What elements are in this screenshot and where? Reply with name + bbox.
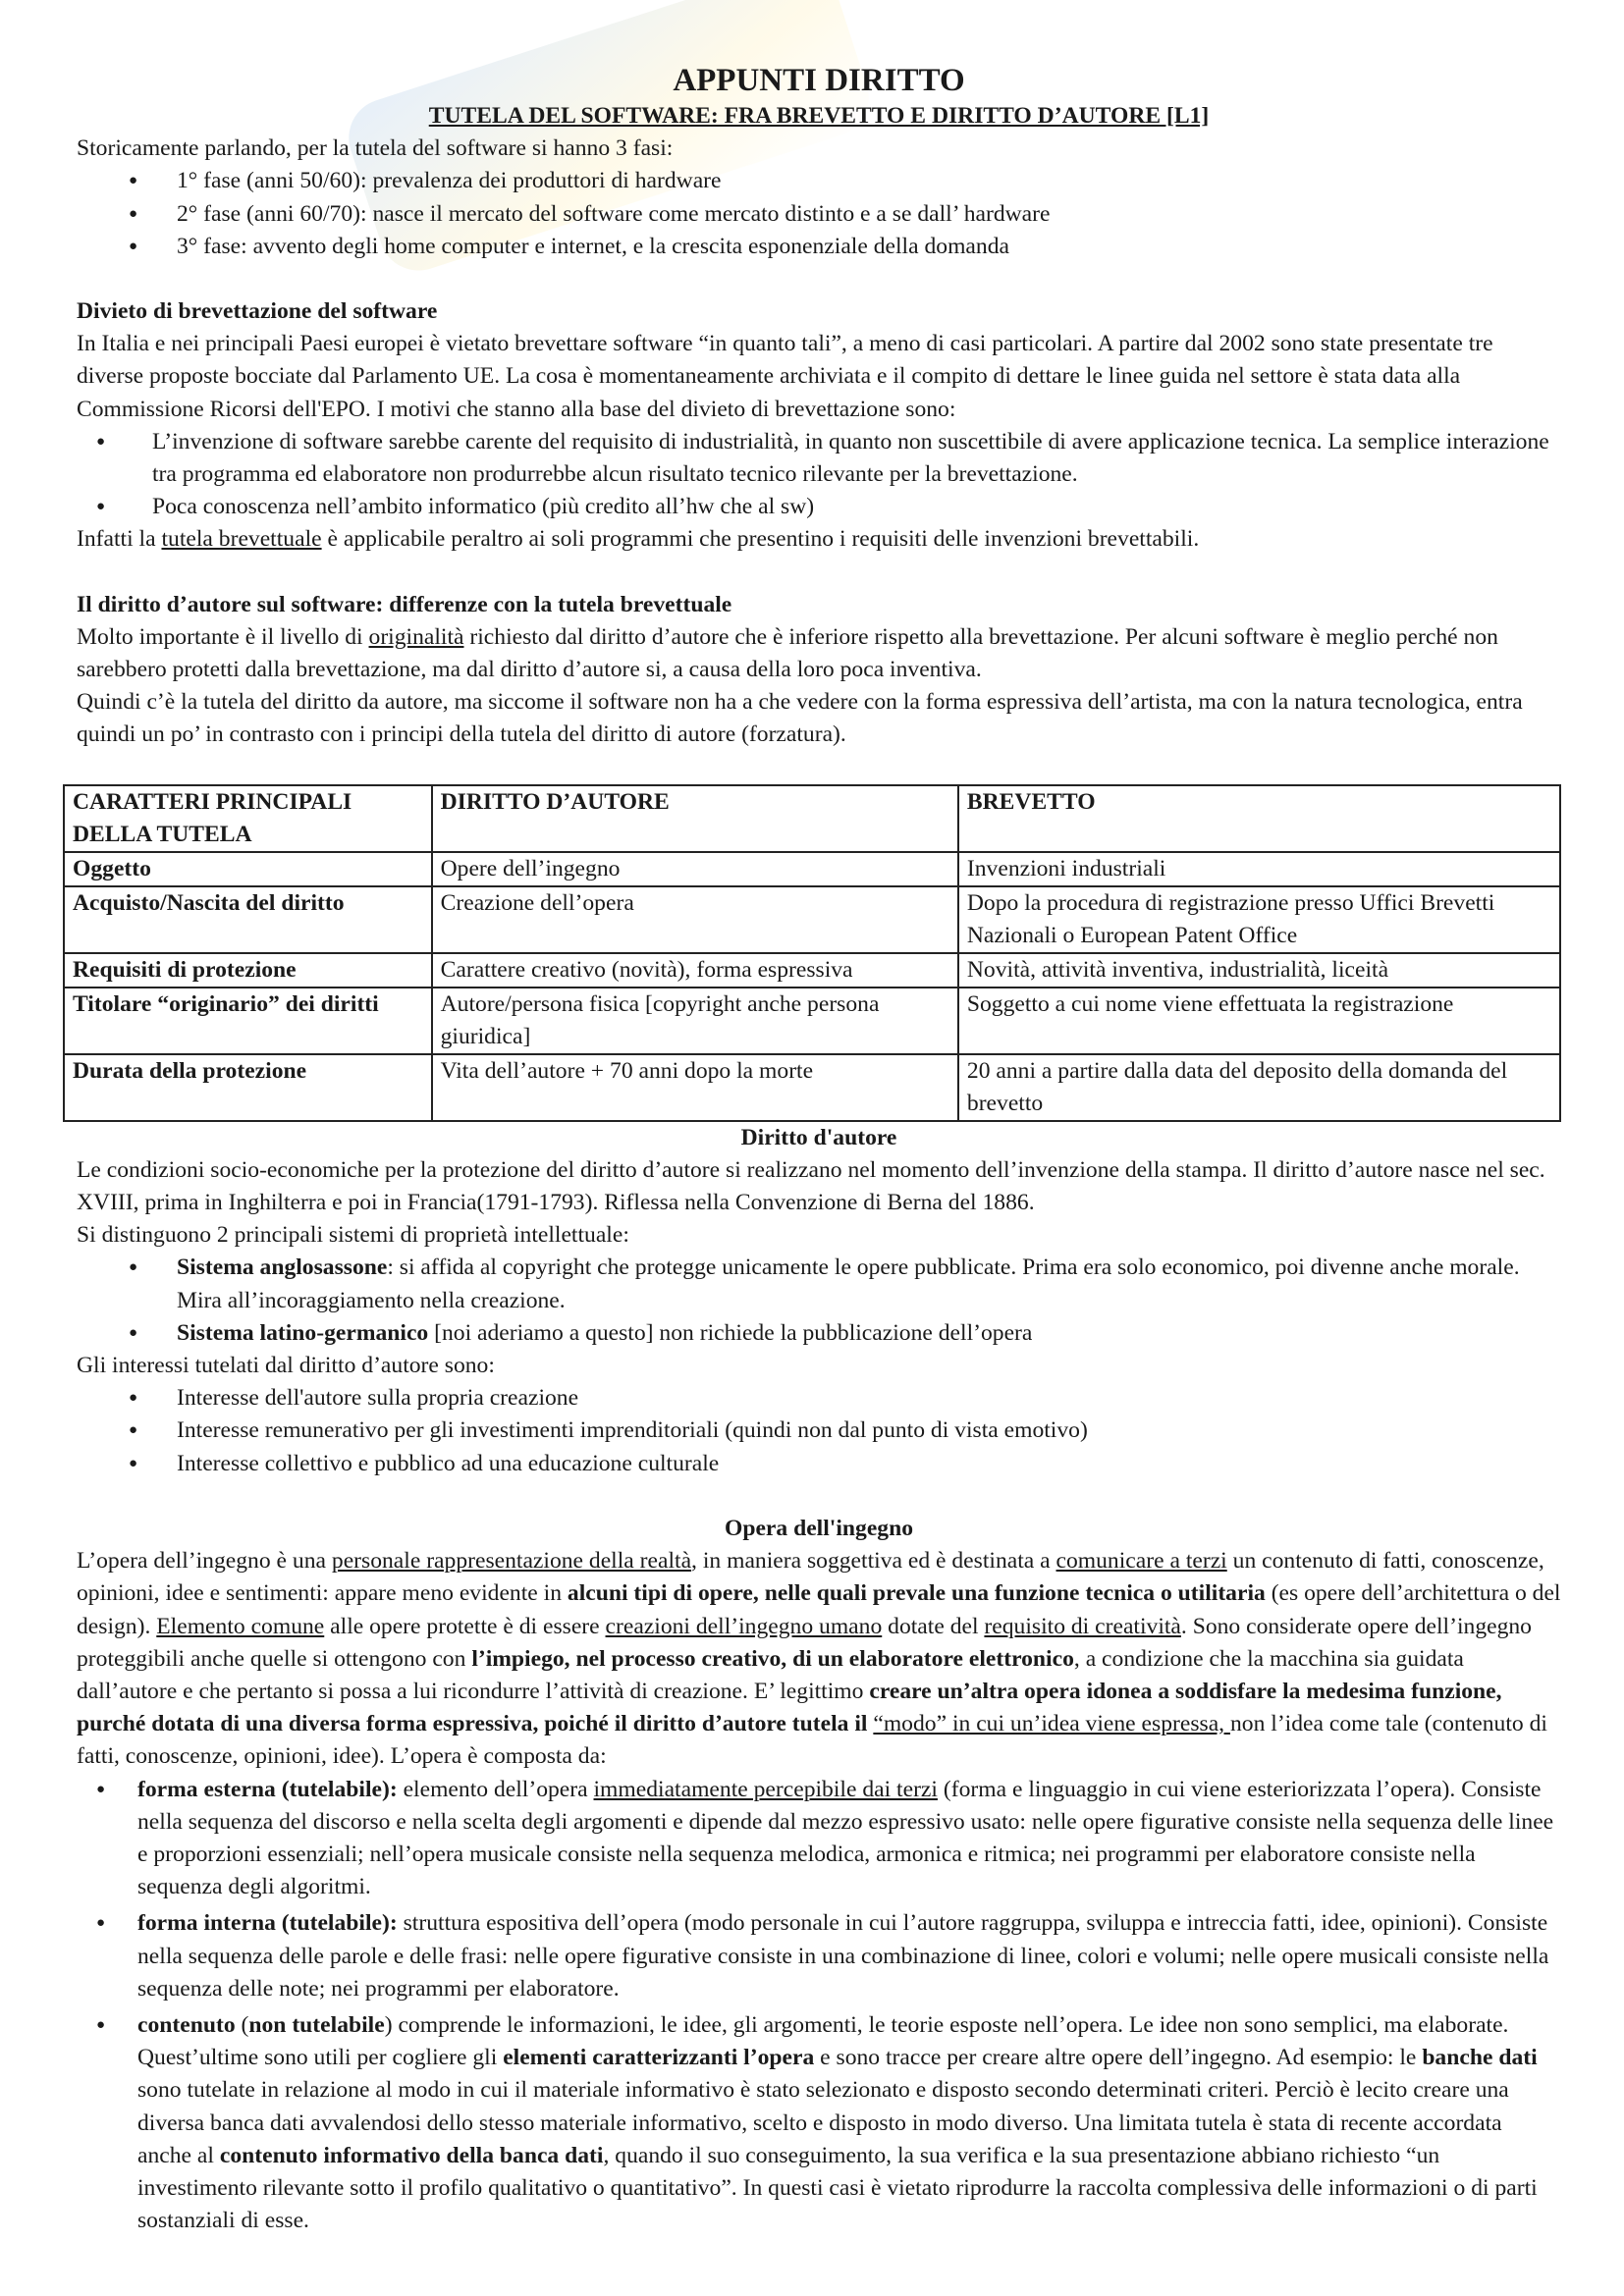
table-header-cell: CARATTERI PRINCIPALI DELLA TUTELA: [64, 785, 432, 852]
intro-text: Storicamente parlando, per la tutela del software si hanno 3 fasi:: [77, 135, 674, 162]
document-page: [73, 61, 1561, 2241]
table-cell: Oggetto: [64, 852, 432, 886]
diritto-autore-paragraph: Le condizioni socio-economiche per la protezione del diritto d’autore si realizzano nel momento dell’invenzione della stampa. Il diritto d’autore nasce nel sec. XVIII, prima in Inghilterra e poi in Francia(1791-1793). Riflessa nella Convenzione di Berna del 1886.: [77, 1156, 1545, 1216]
section-heading-divieto: Divieto di brevettazione del software: [77, 298, 438, 325]
list-item: ● Interesse dell'autore sulla propria creazione: [77, 1382, 1561, 1415]
reasons-list: [77, 426, 1561, 524]
table-cell: Vita dell’autore + 70 anni dopo la morte: [432, 1054, 958, 1121]
list-item: ● forma esterna (tutelabile): elemento dell’opera immediatamente percepibile dai terzi (forma e linguaggio in cui viene esteriorizzata l’opera). Consiste nella sequenza del discorso e nella scelta degli argomenti e dipende dal mezzo espressivo usato: nelle opere figurative consiste nella sequenza delle linee e proporzioni essenziali; nell’opera musicale consiste nella sequenza melodica, armonica e ritmica; nei programmi per elaboratore consiste nella sequenza degli algoritmi.: [77, 1774, 1561, 1904]
list-item: ● Interesse collettivo e pubblico ad una educazione culturale: [77, 1448, 1561, 1480]
table-cell: Titolare “originario” dei diritti: [64, 988, 432, 1054]
section-heading-opera: Opera dell'ingegno: [724, 1515, 914, 1541]
table-header-cell: BREVETTO: [958, 785, 1560, 852]
table-row: [64, 953, 1560, 988]
list-item: ● Sistema anglosassone: si affida al copyright che protegge unicamente le opere pubblicate. Prima era solo economico, poi divenne anche morale. Mira all’incoraggiamento nella creazione.: [77, 1252, 1561, 1316]
components-list: [77, 1774, 1561, 2238]
differenze-paragraph-2: Quindi c’è la tutela del diritto da autore, ma siccome il software non ha a che vedere con la forma espressiva dell’artista, ma con la natura tecnologica, entra quindi un po’ in contrasto con i principi della tutela del diritto di autore (forzatura).: [77, 689, 1523, 748]
list-item: ● L’invenzione di software sarebbe carente del requisito di industrialità, in quanto non suscettibile di avere applicazione tecnica. La semplice interazione tra programma ed elaboratore non produrrebbe alcun risultato tecnico rilevante per la brevettazione.: [77, 426, 1561, 491]
table-cell: 20 anni a partire dalla data del deposito della domanda del brevetto: [958, 1054, 1560, 1121]
table-row: [64, 886, 1560, 953]
table-header-row: [64, 785, 1560, 852]
list-item: ● 2° fase (anni 60/70): nasce il mercato del software come mercato distinto e a se dall’ hardware: [77, 198, 1561, 231]
table-cell: Requisiti di protezione: [64, 953, 432, 988]
list-item: ● 3° fase: avvento degli home computer e internet, e la crescita esponenziale della domanda: [77, 231, 1561, 263]
table-cell: Novità, attività inventiva, industrialità, liceità: [958, 953, 1560, 988]
interests-list: [77, 1382, 1561, 1480]
list-item: ● Interesse remunerativo per gli investimenti imprenditoriali (quindi non dal punto di vista emotivo): [77, 1415, 1561, 1447]
list-item: ● Sistema latino-germanico [noi aderiamo a questo] non richiede la pubblicazione dell’opera: [77, 1317, 1561, 1350]
table-cell: Soggetto a cui nome viene effettuata la registrazione: [958, 988, 1560, 1054]
table-cell: Opere dell’ingegno: [432, 852, 958, 886]
table-cell: Durata della protezione: [64, 1054, 432, 1121]
divieto-closing: Infatti la tutela brevettuale è applicabile peraltro ai soli programmi che presentino i requisiti delle invenzioni brevettabili.: [77, 526, 1200, 553]
table-cell: Dopo la procedura di registrazione presso Uffici Brevetti Nazionali o European Patent Office: [958, 886, 1560, 953]
table-cell: Invenzioni industriali: [958, 852, 1560, 886]
phases-list: [77, 165, 1561, 263]
list-item: ● 1° fase (anni 50/60): prevalenza dei produttori di hardware: [77, 165, 1561, 197]
section-heading-diritto-autore: Diritto d'autore: [740, 1124, 897, 1150]
differenze-paragraph-1: Molto importante è il livello di originalità richiesto dal diritto d’autore che è inferiore rispetto alla brevettazione. Per alcuni software è meglio perché non sarebbero protetti dalla brevettazione, ma dal diritto d’autore si, a causa della loro poca inventiva.: [77, 623, 1498, 683]
table-row: [64, 1054, 1560, 1121]
list-item: ● Poca conoscenza nell’ambito informatico (più credito all’hw che al sw): [77, 491, 1561, 523]
table-row: [64, 852, 1560, 886]
divieto-paragraph: In Italia e nei principali Paesi europei è vietato brevettare software “in quanto tali”, a meno di casi particolari. A partire dal 2002 sono state presentate tre diverse proposte bocciate dal Parlamento UE. La cosa è momentaneamente archiviata e il compito di dettare le linee guida nel settore è stata data alla Commissione Ricorsi dell'EPO. I motivi che stanno alla base del divieto di brevettazione sono:: [77, 331, 1493, 422]
table-cell: Carattere creativo (novità), forma espressiva: [432, 953, 958, 988]
table-cell: Acquisto/Nascita del diritto: [64, 886, 432, 953]
section-heading-differenze: Il diritto d’autore sul software: differenze con la tutela brevettuale: [77, 591, 732, 617]
systems-list: [77, 1252, 1561, 1350]
table-header-cell: DIRITTO D’AUTORE: [432, 785, 958, 852]
page-subtitle: TUTELA DEL SOFTWARE: FRA BREVETTO E DIRITTO D’AUTORE [L1]: [428, 103, 1210, 129]
comparison-table: [63, 784, 1561, 1122]
opera-paragraph: L’opera dell’ingegno è una personale rappresentazione della realtà, in maniera soggettiva ed è destinata a comunicare a terzi un contenuto di fatti, conoscenze, opinioni, idee e sentimenti: appare meno evidente in alcuni tipi di opere, nelle quali prevale una funzione tecnica o utilitaria (es opere dell’architettura o del design). Elemento comune alle opere protette è di essere creazioni dell’ingegno umano dotate del requisito di creatività. Sono considerate opere dell’ingegno proteggibili anche quelle si ottengono con l’impiego, nel processo creativo, di un elaboratore elettronico, a condizione che la macchina sia guidata dall’autore e che pertanto si possa a lui ricondurre l’attività di creazione. E’ legittimo creare un’altra opera idonea a soddisfare la medesima funzione, purché dotata di una diversa forma espressiva, poiché il diritto d’autore tutela il “modo” in cui un’idea viene espressa, non l’idea come tale (contenuto di fatti, conoscenze, opinioni, idee). L’opera è composta da:: [77, 1548, 1561, 1770]
table-row: [64, 988, 1560, 1054]
list-item: ● forma interna (tutelabile): struttura espositiva dell’opera (modo personale in cui l’autore raggruppa, sviluppa e intreccia fatti, idee, opinioni). Consiste nella sequenza delle parole e delle frasi: nelle opere figurative consiste in una combinazione di linee, colori e volumi; nelle opere musicali consiste nella sequenza delle note; nei programmi per elaboratore.: [77, 1907, 1561, 2005]
list-item: ● contenuto (non tutelabile) comprende le informazioni, le idee, gli argomenti, le teorie esposte nell’opera. Le idee non sono semplici, ma elaborate. Quest’ultime sono utili per cogliere gli elementi caratterizzanti l’opera e sono tracce per creare altre opere dell’ingegno. Ad esempio: le banche dati sono tutelate in relazione al modo in cui il materiale informativo è stato selezionato e disposto secondo determinati criteri. Perciò è lecito creare una diversa banca dati avvalendosi dello stesso materiale informativo, scelto e disposto in modo diverso. Una limitata tutela è stata di recente accordata anche al contenuto informativo della banca dati, quando il suo conseguimento, la sua verifica e la sua presentazione abbiano richiesto “un investimento rilevante sotto il profilo qualitativo o quantitativo”. In questi casi è vietato riprodurre la raccolta complessiva delle informazioni o di parti sostanziali di esse.: [77, 2009, 1561, 2237]
systems-intro: Si distinguono 2 principali sistemi di proprietà intellettuale:: [77, 1222, 629, 1249]
table-cell: Creazione dell’opera: [432, 886, 958, 953]
table-cell: Autore/persona fisica [copyright anche persona giuridica]: [432, 988, 958, 1054]
interests-intro: Gli interessi tutelati dal diritto d’autore sono:: [77, 1353, 495, 1379]
page-title: APPUNTI DIRITTO: [673, 63, 965, 98]
